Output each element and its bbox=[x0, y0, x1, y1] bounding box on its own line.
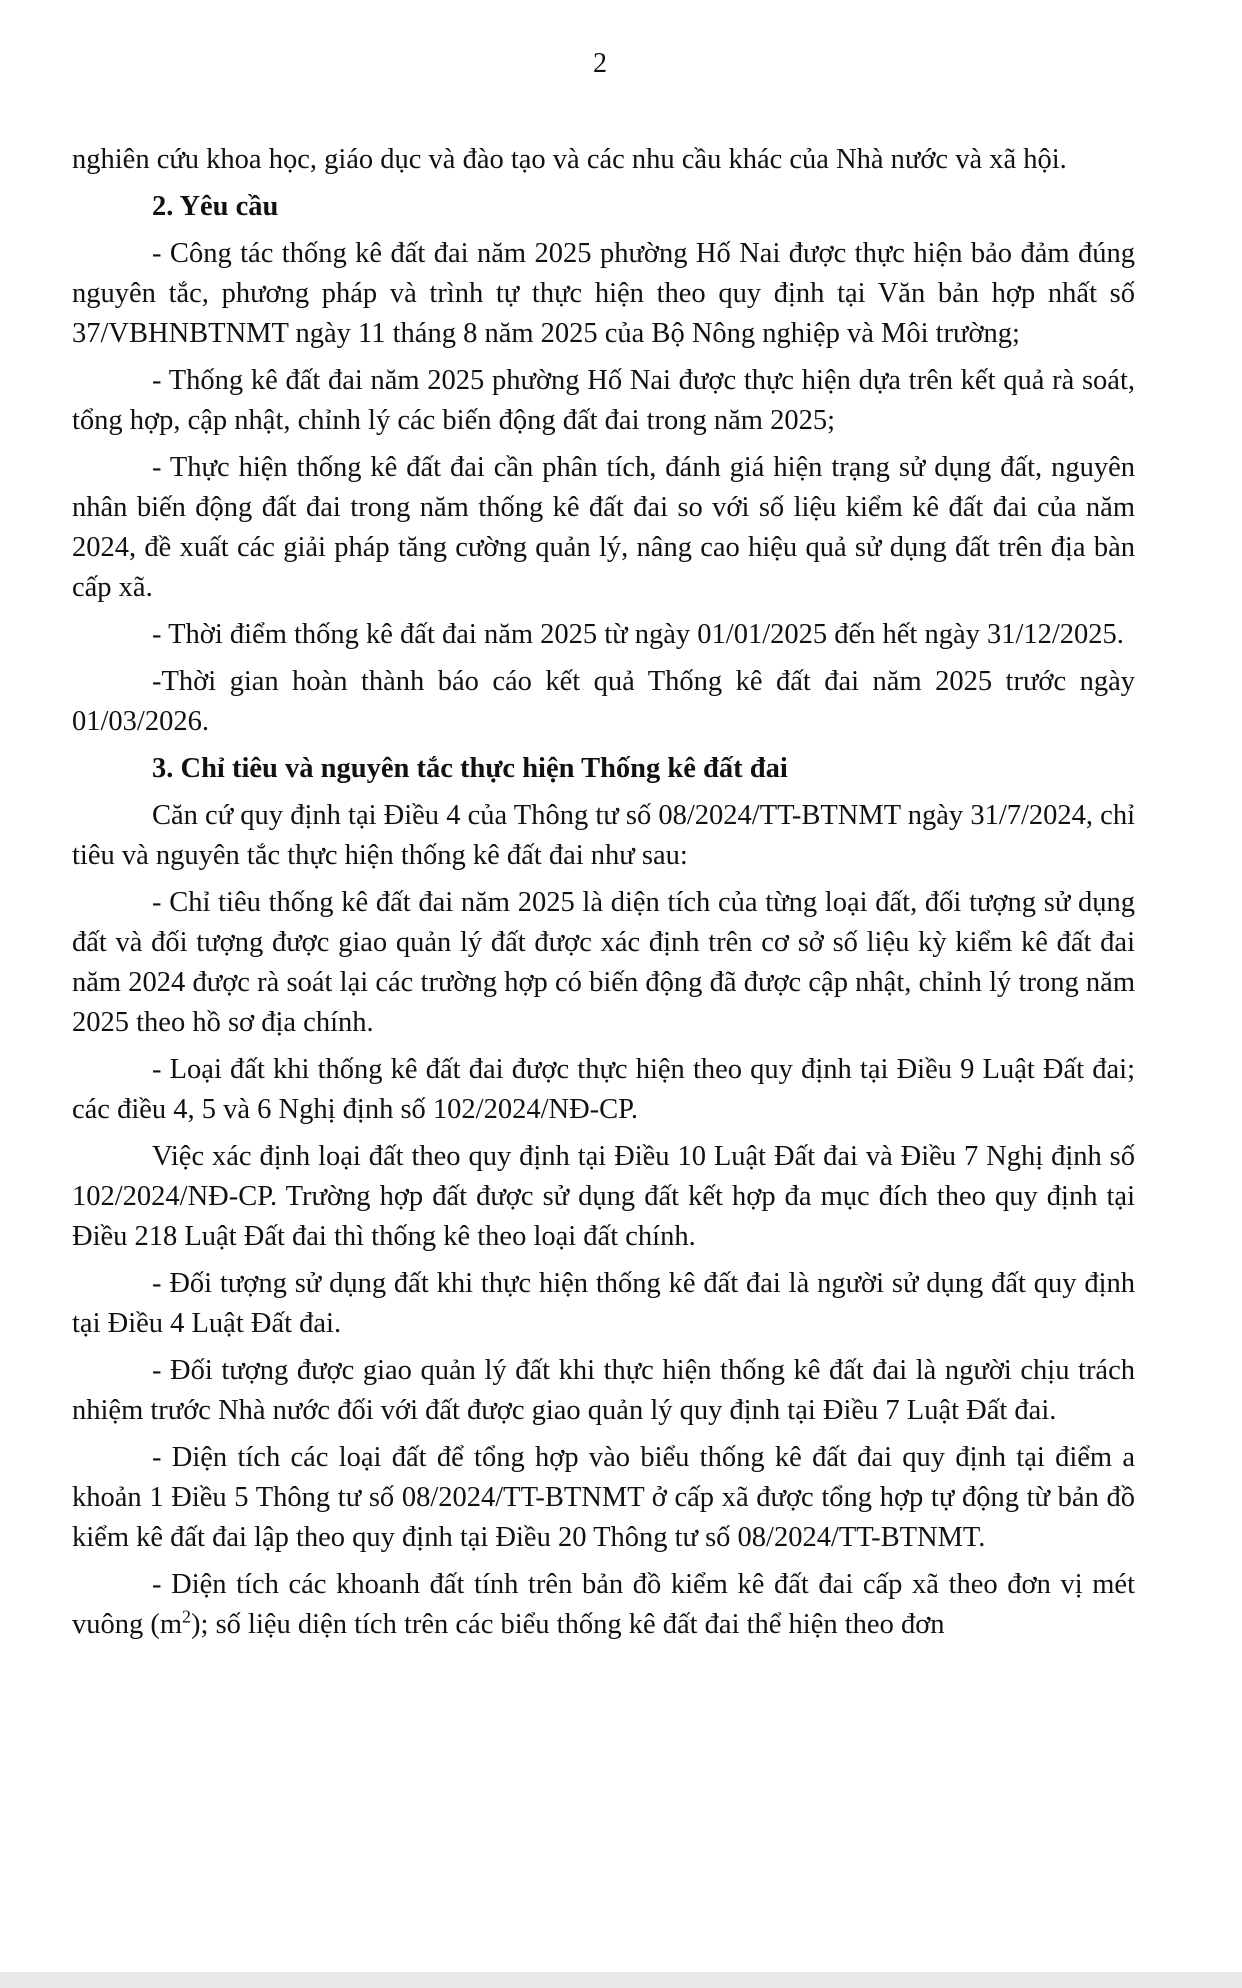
square-superscript: 2 bbox=[182, 1606, 192, 1627]
paragraph-intro-continuation: nghiên cứu khoa học, giáo dục và đào tạo và các nhu cầu khác của Nhà nước và xã hội. bbox=[72, 144, 1067, 175]
paragraph-requirement-3: - Thực hiện thống kê đất đai cần phân tích, đánh giá hiện trạng sử dụng đất, nguyên nhân biến động đất đai trong năm thống kê đất đai so với số liệu kiểm kê đất đai của năm 2024, đề xuất các giải pháp tăng cường quản lý, nâng cao hiệu quả sử dụng đất trên địa bàn cấp xã. bbox=[72, 452, 1135, 603]
paragraph-criteria-7 bbox=[72, 1565, 1135, 1645]
paragraph-requirement-5: -Thời gian hoàn thành báo cáo kết quả Thống kê đất đai năm 2025 trước ngày 01/03/2026. bbox=[72, 666, 1135, 737]
paragraph-criteria-2: - Loại đất khi thống kê đất đai được thực hiện theo quy định tại Điều 9 Luật Đất đai; các điều 4, 5 và 6 Nghị định số 102/2024/NĐ-CP. bbox=[72, 1054, 1135, 1125]
paragraph-criteria-7-part-1: - Diện tích các khoanh đất tính trên bản đồ kiểm kê đất đai cấp xã theo đơn vị mét vuông (m bbox=[72, 1569, 1135, 1640]
paragraph-criteria-intro: Căn cứ quy định tại Điều 4 của Thông tư số 08/2024/TT-BTNMT ngày 31/7/2024, chỉ tiêu và nguyên tắc thực hiện thống kê đất đai như sau: bbox=[72, 800, 1135, 871]
paragraph-criteria-6: - Diện tích các loại đất để tổng hợp vào biểu thống kê đất đai quy định tại điểm a khoản 1 Điều 5 Thông tư số 08/2024/TT-BTNMT ở cấp xã được tổng hợp tự động từ bản đồ kiểm kê đất đai lập theo quy định tại Điều 20 Thông tư số 08/2024/TT-BTNMT. bbox=[72, 1442, 1135, 1553]
paragraph-requirement-2: - Thống kê đất đai năm 2025 phường Hố Nai được thực hiện dựa trên kết quả rà soát, tổng hợp, cập nhật, chỉnh lý các biến động đất đai trong năm 2025; bbox=[72, 365, 1135, 436]
paragraph-requirement-4: - Thời điểm thống kê đất đai năm 2025 từ ngày 01/01/2025 đến hết ngày 31/12/2025. bbox=[152, 619, 1124, 650]
section-heading-criteria: 3. Chỉ tiêu và nguyên tắc thực hiện Thống kê đất đai bbox=[152, 753, 788, 784]
section-heading-requirements: 2. Yêu cầu bbox=[152, 191, 279, 222]
paragraph-criteria-5: - Đối tượng được giao quản lý đất khi thực hiện thống kê đất đai là người chịu trách nhiệm trước Nhà nước đối với đất được giao quản lý quy định tại Điều 7 Luật Đất đai. bbox=[72, 1355, 1135, 1426]
paragraph-criteria-4: - Đối tượng sử dụng đất khi thực hiện thống kê đất đai là người sử dụng đất quy định tại Điều 4 Luật Đất đai. bbox=[72, 1268, 1135, 1339]
paragraph-criteria-7-part-2: ); số liệu diện tích trên các biểu thống kê đất đai thể hiện theo đơn bbox=[191, 1609, 945, 1640]
paragraph-requirement-1: - Công tác thống kê đất đai năm 2025 phường Hố Nai được thực hiện bảo đảm đúng nguyên tắc, phương pháp và trình tự thực hiện theo quy định tại Văn bản hợp nhất số 37/VBHNBTNMT ngày 11 tháng 8 năm 2025 của Bộ Nông nghiệp và Môi trường; bbox=[72, 238, 1135, 349]
paragraph-criteria-1: - Chỉ tiêu thống kê đất đai năm 2025 là diện tích của từng loại đất, đối tượng sử dụng đất và đối tượng được giao quản lý đất được xác định trên cơ sở số liệu kỳ kiểm kê đất đai năm 2024 được rà soát lại các trường hợp có biến động đã được cập nhật, chỉnh lý trong năm 2025 theo hồ sơ địa chính. bbox=[72, 887, 1135, 1038]
paragraph-criteria-3: Việc xác định loại đất theo quy định tại Điều 10 Luật Đất đai và Điều 7 Nghị định số 102/2024/NĐ-CP. Trường hợp đất được sử dụng đất kết hợp đa mục đích theo quy định tại Điều 218 Luật Đất đai thì thống kê theo loại đất chính. bbox=[72, 1141, 1135, 1252]
page-number: 2 bbox=[593, 48, 607, 79]
document-body bbox=[72, 140, 1135, 1652]
